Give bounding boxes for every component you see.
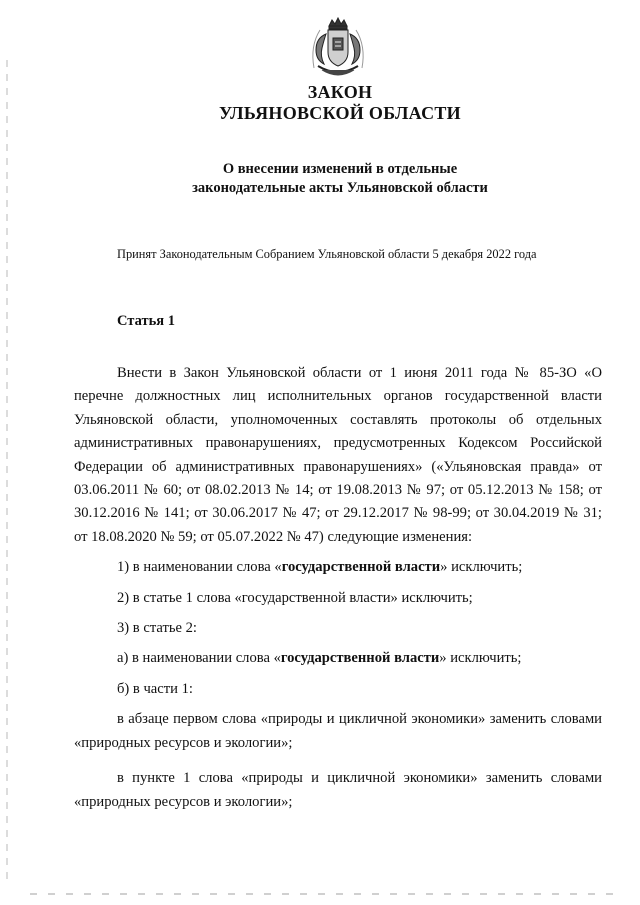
law-subject bbox=[0, 160, 640, 198]
subject-line-1: О внесении изменений в отдельные bbox=[222, 161, 458, 177]
subject-line-2: законодательные акты Ульяновской области bbox=[192, 180, 488, 196]
article-body bbox=[74, 362, 602, 814]
item-3: 3) в статье 2: bbox=[117, 620, 197, 637]
item-2: 2) в статье 1 слова «государственной власти» исключить; bbox=[117, 589, 473, 606]
item-1-text-start: 1) в наименовании слова « bbox=[117, 559, 282, 576]
coat-of-arms-icon bbox=[302, 16, 374, 80]
law-heading bbox=[0, 82, 640, 124]
article-title: Статья 1 bbox=[117, 313, 175, 329]
item-b: б) в части 1: bbox=[117, 680, 193, 697]
item-1-text-end: » исключить; bbox=[440, 559, 523, 576]
region-name: УЛЬЯНОВСКОЙ ОБЛАСТИ bbox=[219, 103, 461, 123]
scan-bottom-marks bbox=[30, 893, 620, 895]
item-1-bold: государственной власти bbox=[281, 559, 441, 576]
law-word: ЗАКОН bbox=[307, 82, 373, 102]
item-a-text-end: » исключить; bbox=[439, 650, 522, 667]
item-a-text-start: а) в наименовании слова « bbox=[117, 650, 281, 667]
adoption-note: Принят Законодательным Собранием Ульяновской области 5 декабря 2022 года bbox=[117, 247, 537, 261]
point-1-change: в пункте 1 слова «природы и цикличной экономики» заменить словами «природных ресурсов и экологии»; bbox=[74, 770, 602, 810]
article-intro: Внести в Закон Ульяновской области от 1 июня 2011 года № 85-ЗО «О перечне должностных лиц исполнительных органов государственной власти Ульяновской области, уполномоченных составлять протоколы об отдельных административных правонарушениях, предусмотренных Кодексом Российской Федерации об административных правонарушениях» («Ульяновская правда» от 03.06.2011 № 60; от 08.02.2013 № 14; от 19.08.2013 № 97; от 05.12.2013 № 158; от 30.12.2016 № 141; от 30.06.2017 № 47; от 29.12.2017 № 98-99; от 30.04.2019 № 31; от 18.08.2020 № 59; от 05.07.2022 № 47) следующие изменения: bbox=[74, 365, 602, 545]
item-1 bbox=[74, 556, 602, 579]
item-a bbox=[74, 647, 602, 670]
item-a-bold: государственной власти bbox=[280, 650, 440, 667]
paragraph-1-change: в абзаце первом слова «природы и цикличной экономики» заменить словами «природных ресурсов и экологии»; bbox=[74, 711, 602, 751]
